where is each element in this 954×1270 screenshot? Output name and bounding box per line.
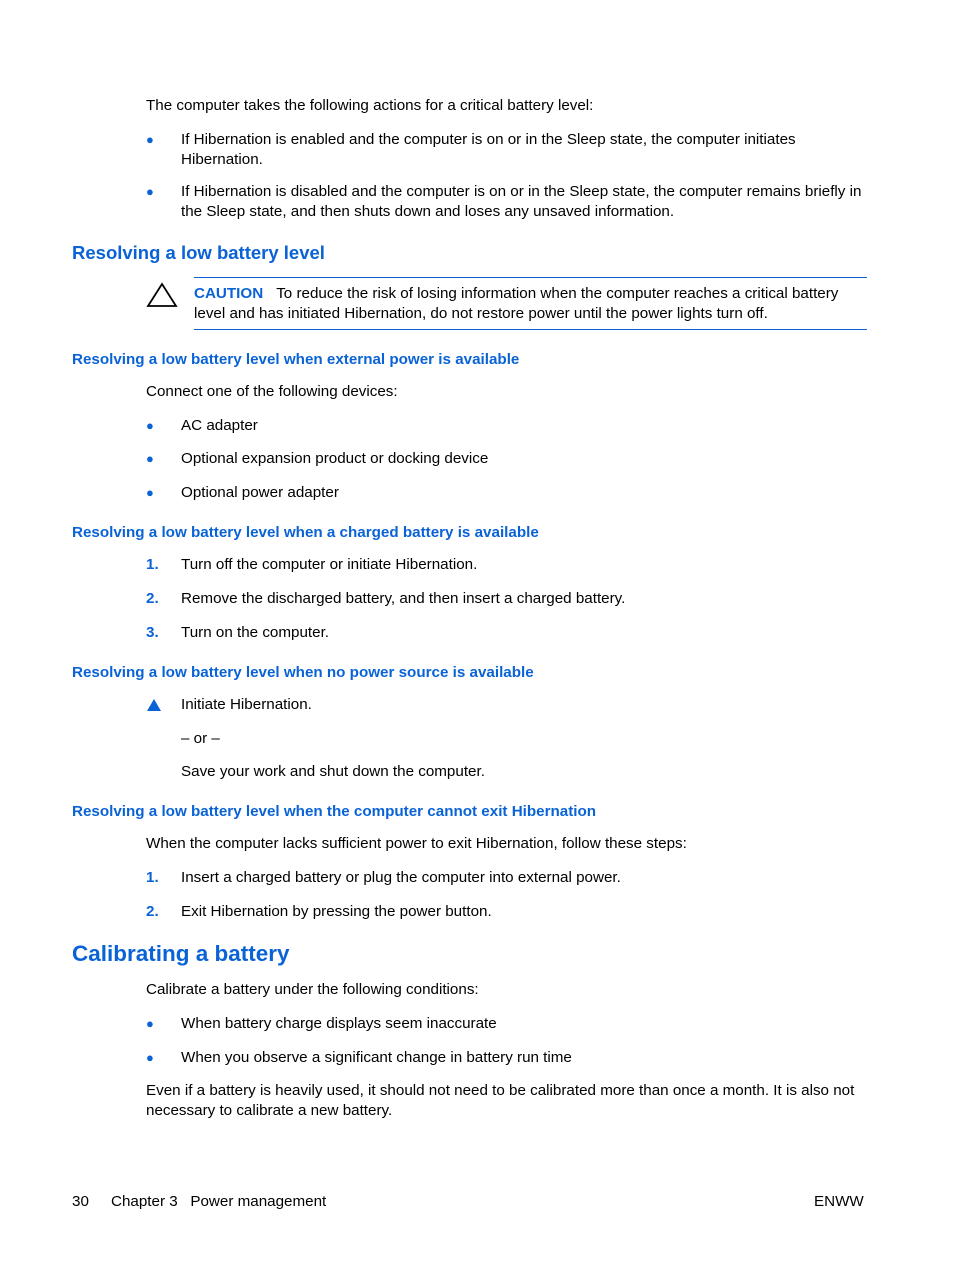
bullet-icon: ● <box>146 132 154 147</box>
paragraph: When the computer lacks sufficient power to exit Hibernation, follow these steps: <box>146 835 687 852</box>
caution-bottom-rule <box>194 329 867 330</box>
caution-top-rule <box>194 277 867 278</box>
step-number: 2. <box>146 590 159 607</box>
step-number: 1. <box>146 556 159 573</box>
subsection-heading: Resolving a low battery level when the computer cannot exit Hibernation <box>72 803 597 820</box>
list-item: When battery charge displays seem inaccurate <box>181 1015 497 1032</box>
step-number: 3. <box>146 624 159 641</box>
caution-text: To reduce the risk of losing information when the computer reaches a critical battery level and has initiated Hibernation, do not restore power until the power lights turn off. <box>194 285 839 322</box>
bullet-icon: ● <box>146 418 154 433</box>
step-text: Initiate Hibernation. <box>181 696 312 713</box>
list-item: Optional power adapter <box>181 484 339 501</box>
footer-code: ENWW <box>814 1193 864 1210</box>
bullet-icon: ● <box>146 1050 154 1065</box>
step-text: Turn off the computer or initiate Hibernation. <box>181 556 478 573</box>
warning-triangle-icon <box>146 282 178 308</box>
list-item: Optional expansion product or docking device <box>181 450 489 467</box>
list-item: If Hibernation is disabled and the computer is on or in the Sleep state, the computer remains briefly in the Sleep state, and then shuts down and loses any unsaved information. <box>181 183 862 220</box>
subsection-heading: Resolving a low battery level when a charged battery is available <box>72 524 539 541</box>
page-number: 30 <box>72 1193 89 1210</box>
subsection-heading: Resolving a low battery level when external power is available <box>72 351 520 368</box>
step-number: 1. <box>146 869 159 886</box>
section-heading: Calibrating a battery <box>72 941 290 966</box>
bullet-icon: ● <box>146 485 154 500</box>
or-separator: – or – <box>181 730 220 747</box>
paragraph: Calibrate a battery under the following conditions: <box>146 981 479 998</box>
bullet-icon: ● <box>146 451 154 466</box>
step-triangle-icon <box>146 698 162 712</box>
chapter-title: Chapter 3 Power management <box>111 1193 327 1210</box>
caution-note <box>194 284 870 323</box>
list-item: When you observe a significant change in battery run time <box>181 1049 572 1066</box>
bullet-icon: ● <box>146 184 154 199</box>
intro-paragraph: The computer takes the following actions for a critical battery level: <box>146 97 594 114</box>
paragraph: Even if a battery is heavily used, it should not need to be calibrated more than once a month. It is also not necessary to calibrate a new battery. <box>146 1082 855 1119</box>
caution-label: CAUTION <box>194 285 264 302</box>
step-text: Remove the discharged battery, and then insert a charged battery. <box>181 590 626 607</box>
list-item: If Hibernation is enabled and the computer is on or in the Sleep state, the computer initiates Hibernation. <box>181 131 796 168</box>
bullet-icon: ● <box>146 1016 154 1031</box>
subsection-heading: Resolving a low battery level when no power source is available <box>72 664 534 681</box>
step-text: Exit Hibernation by pressing the power button. <box>181 903 492 920</box>
step-number: 2. <box>146 903 159 920</box>
step-text: Save your work and shut down the computer. <box>181 763 485 780</box>
paragraph: Connect one of the following devices: <box>146 383 398 400</box>
step-text: Turn on the computer. <box>181 624 330 641</box>
step-text: Insert a charged battery or plug the computer into external power. <box>181 869 621 886</box>
section-heading: Resolving a low battery level <box>72 242 325 263</box>
list-item: AC adapter <box>181 417 258 434</box>
